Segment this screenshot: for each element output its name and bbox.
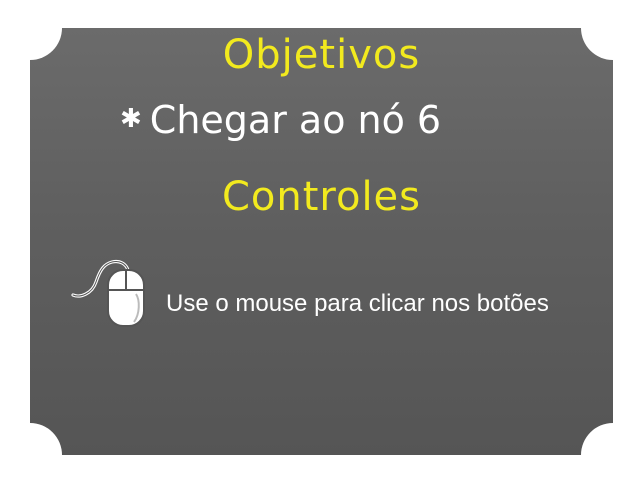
controls-instruction: Use o mouse para clicar nos botões [166, 290, 549, 317]
asterisk-icon: ✱ [120, 104, 142, 134]
mouse-icon [70, 256, 150, 328]
objective-item [120, 98, 540, 142]
controls-title: Controles [221, 174, 422, 220]
objective-text: Chegar ao nó 6 [149, 98, 442, 142]
corner-cutout [581, 423, 613, 455]
corner-cutout [30, 423, 62, 455]
objectives-title: Objetivos [222, 32, 421, 78]
instructions-board [30, 28, 613, 455]
